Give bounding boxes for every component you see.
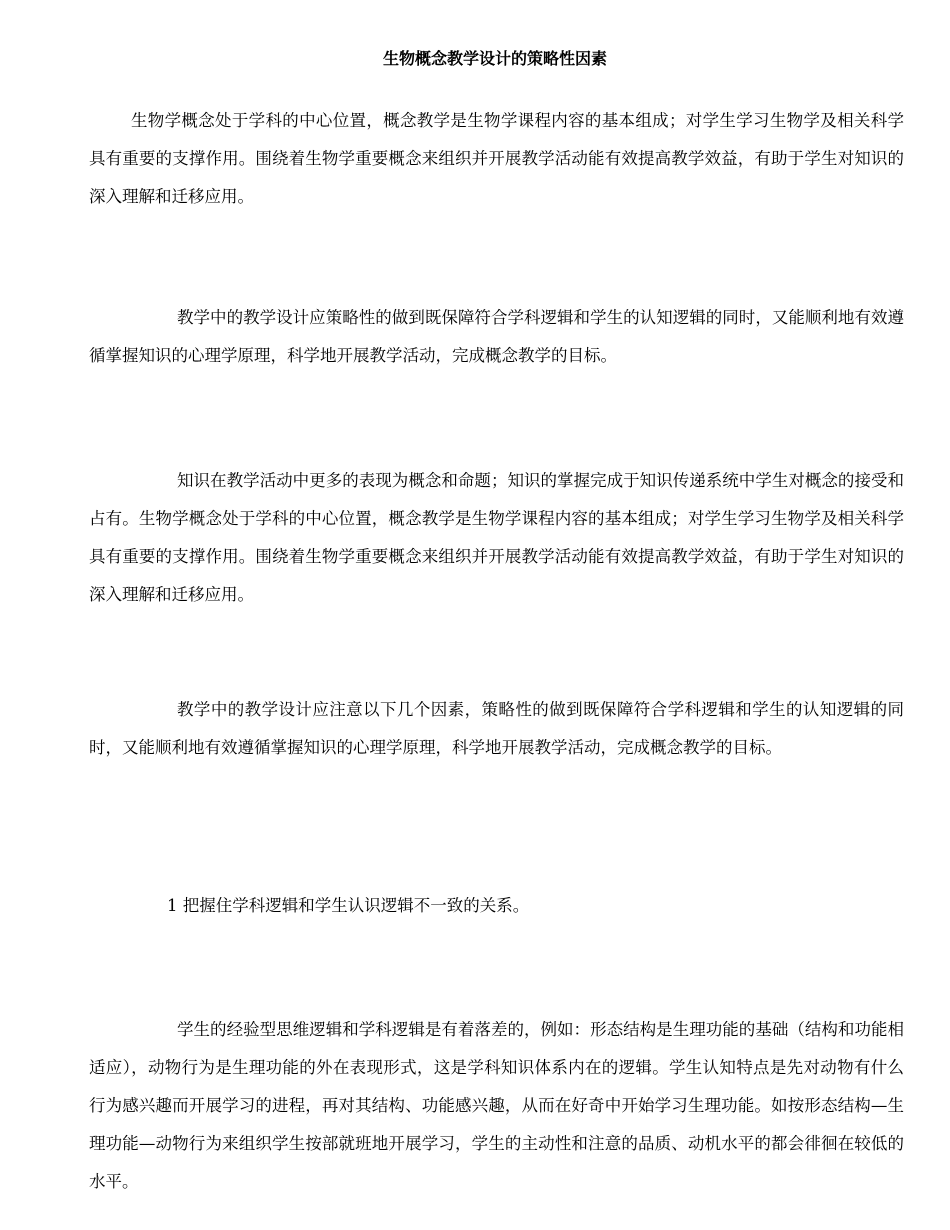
paragraph-intro: 生物学概念处于学科的中心位置，概念教学是生物学课程内容的基本组成；对学生学习生物学及相关科学具有重要的支撑作用。围绕着生物学重要概念来组织并开展教学活动能有效提高教学效益，有助于学生对知识的深入理解和迁移应用。: [89, 111, 904, 206]
paragraph-logic-gap: 学生的经验型思维逻辑和学科逻辑是有着落差的，例如：形态结构是生理功能的基础（结构和功能相适应），动物行为是生理功能的外在表现形式，这是学科知识体系内在的逻辑。学生认知特点是先对动物有什么行为感兴趣而开展学习的进程，再对其结构、功能感兴趣，从而在好奇中开始学习生理功能。如按形态结构—生理功能—动物行为来组织学生按部就班地开展学习，学生的主动性和注意的品质、动机水平的都会徘徊在较低的水平。: [89, 1020, 904, 1191]
paragraph-knowledge-concepts: 知识在教学活动中更多的表现为概念和命题；知识的掌握完成于知识传递系统中学生对概念的接受和占有。生物学概念处于学科的中心位置，概念教学是生物学课程内容的基本组成；对学生学习生物学及相关科学具有重要的支撑作用。围绕着生物学重要概念来组织并开展教学活动能有效提高教学效益，有助于学生对知识的深入理解和迁移应用。: [89, 471, 904, 604]
document-title: 生物概念教学设计的策略性因素: [382, 49, 607, 68]
paragraph-design-strategy: 教学中的教学设计应策略性的做到既保障符合学科逻辑和学生的认知逻辑的同时，又能顺利地有效遵循掌握知识的心理学原理，科学地开展教学活动，完成概念教学的目标。: [89, 308, 904, 365]
paragraph-design-factors: 教学中的教学设计应注意以下几个因素，策略性的做到既保障符合学科逻辑和学生的认知逻辑的同时，又能顺利地有效遵循掌握知识的心理学原理，科学地开展教学活动，完成概念教学的目标。: [89, 700, 904, 757]
section-heading-1: 1 把握住学科逻辑和学生认识逻辑不一致的关系。: [167, 896, 530, 915]
